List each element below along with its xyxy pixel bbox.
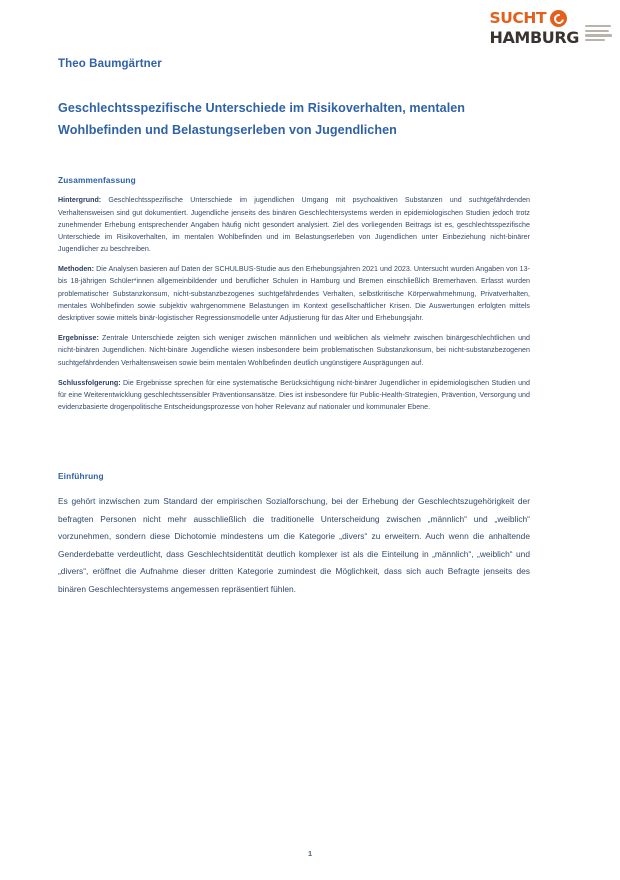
abstract-paragraph-text: Geschlechtsspezifische Unterschiede im jugendlichen Umgang mit psychoaktiven Substanzen und suchtgefährdenden Verhaltensweisen sind gut dokumentiert. Jugendliche jenseits des binären Geschlechtersystems werden in epidemiologischen Studien jedoch trotz zunehmender Erhebung entsprechender Angaben häufig nicht gesondert analysiert. Ziel des vorliegenden Beitrags ist es, geschlechtsspezifische Unterschiede im Risikoverhalten, im mentalen Wohlbefinden und im Belastungserleben von Jugendlichen unter Einbeziehung nicht-binärer Jugendlicher zu beschreiben. xyxy=(58,196,530,254)
abstract-heading: Zusammenfassung xyxy=(58,175,136,186)
introduction-paragraph: Es gehört inzwischen zum Standard der empirischen Sozialforschung, bei der Erhebung der Geschlechtszugehörigkeit der befragten Personen nicht mehr ausschließlich die traditionelle Unterscheidung zwischen „männlich“ und „weiblich“ vorzunehmen, sondern diese Dichotomie mindestens um die Kategorie „divers“ zu erweitern. Auch wenn die anhaltende Genderdebatte verdeutlicht, dass Geschlechtsidentität deutlich komplexer ist als die Einteilung in „männlich“, „weiblich“ und „divers“, eröffnet die Aufnahme dieser dritten Kategorie zumindest die Möglichkeit, dass sich auch Befragte jenseits des binären Geschlechtersystems angemessen repräsentiert fühlen. xyxy=(58,496,530,594)
document-content xyxy=(58,58,530,598)
sucht-hamburg-logo xyxy=(489,10,612,46)
page-number: 1 xyxy=(307,849,313,858)
logo-word-hamburg: HAMBURG xyxy=(489,28,579,47)
abstract-lead-label: Schlussfolgerung: xyxy=(58,378,121,387)
logo-word-sucht: SUCHT xyxy=(489,8,547,27)
abstract-paragraph xyxy=(58,332,530,369)
abstract-lead-label: Hintergrund: xyxy=(58,196,102,205)
abstract-paragraph xyxy=(58,377,530,414)
abstract-paragraph xyxy=(58,194,530,255)
abstract-lead-label: Ergebnisse: xyxy=(58,334,99,343)
logo-row-bottom xyxy=(489,27,579,46)
page-title: Geschlechtsspezifische Unterschiede im Risikoverhalten, mentalen Wohlbefinden und Belastungserleben von Jugendlichen xyxy=(58,101,466,137)
author-name: Theo Baumgärtner xyxy=(58,58,162,70)
abstract-paragraph xyxy=(58,263,530,324)
abstract-lead-label: Methoden: xyxy=(58,265,95,274)
tagline-line xyxy=(585,30,609,32)
abstract-paragraph-text: Die Analysen basieren auf Daten der SCHULBUS-Studie aus den Erhebungsjahren 2021 und 2023. Untersucht wurden Angaben von 13- bis 18-jährigen Schüler*innen allgemeinbildender und beruflicher Schulen in Hamburg und Bremen einschließlich Bremerhaven. Erfasst wurden problematischer Substanzkonsum, nicht-substanzbezogenes suchtgefährdendes Verhalten, selbstkritische Körperwahrnehmung, Privatverhalten, mentales Wohlbefinden sowie subjektiv wahrgenommene Belastungen im Kontext gesellschaftlicher Krisen. Die Auswertungen erfolgten mittels deskriptiver sowie mittels binär-logistischer Regressionsmodelle unter Adjustierung für das Alter und Erhebungsjahr. xyxy=(58,265,530,322)
abstract-section xyxy=(58,175,530,413)
introduction-heading: Einführung xyxy=(58,471,104,482)
tagline-line xyxy=(585,39,605,41)
abstract-paragraph-text: Die Ergebnisse sprechen für eine systematische Berücksichtigung nicht-binärer Jugendlicher in epidemiologischen Studien und für eine Weiterentwicklung geschlechtssensibler Präventionsansätze. Dies ist insbesondere für Public-Health-Strategien, Prävention, Versorgung und evidenzbasierte drogenpolitische Entscheidungsprozesse von hoher Relevanz auf nationaler und kommunaler Ebene. xyxy=(58,378,530,412)
logo-tagline xyxy=(585,25,612,41)
orange-circle-arrow-icon xyxy=(550,10,567,27)
logo-row-top xyxy=(489,10,567,27)
logo-wordmark xyxy=(489,10,579,46)
tagline-line xyxy=(585,34,612,36)
abstract-paragraph-text: Zentrale Unterschiede zeigten sich weniger zwischen männlichen und weiblichen als vielmehr zwischen binärgeschlechtlichen und nicht-binären Jugendlichen. Nicht-binäre Jugendliche wiesen insbesondere beim problematischen Substanzkonsum, bei nicht-substanzbezogenen suchtgefährdenden Verhaltensweisen sowie beim mentalen Wohlbefinden deutlich ungünstigere Ausprägungen auf. xyxy=(58,334,530,367)
introduction-section xyxy=(58,471,530,598)
tagline-line xyxy=(585,25,611,27)
